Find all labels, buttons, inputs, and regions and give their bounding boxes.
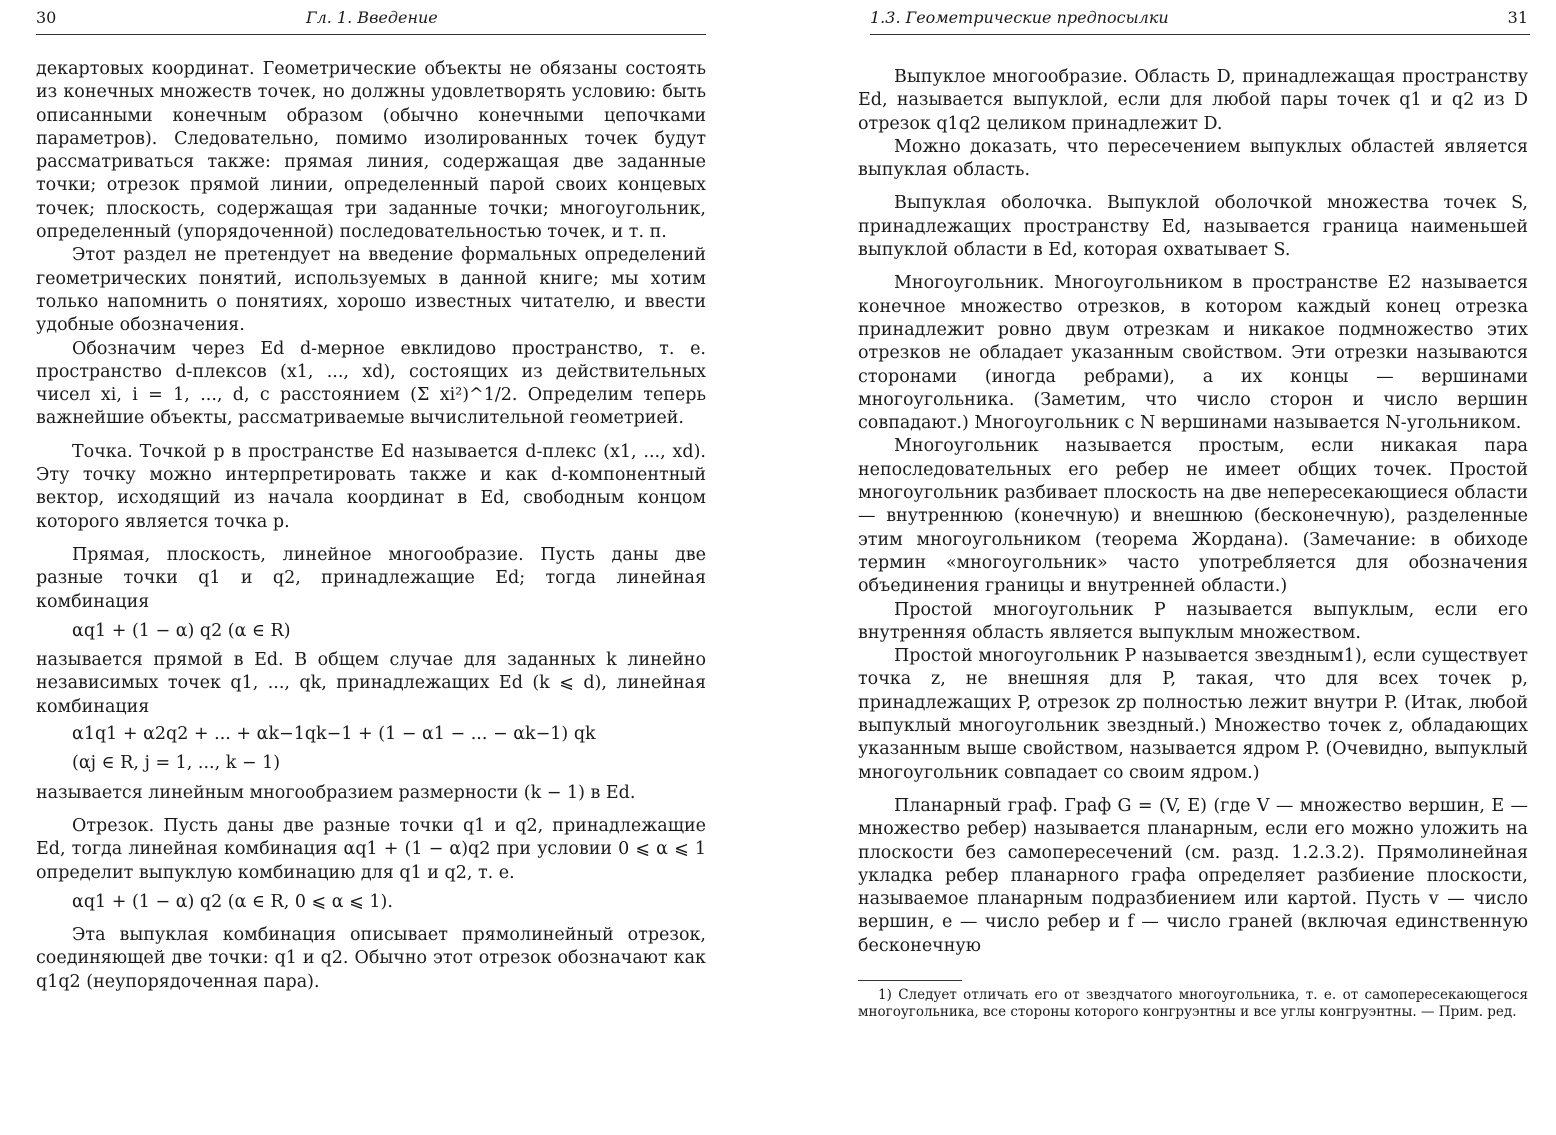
formula-line: αq1 + (1 − α) q2 (α ∈ R) [72,620,291,641]
paragraph-pryamaya: Прямая, плоскость, линейное многообразие. Пусть даны две разные точки q1 и q2, принадлежащие Ed; тогда линейная комбинация [36,544,706,612]
page-number: 31 [1507,8,1528,27]
header-rule [36,34,706,35]
paragraph-tochka: Точка. Точкой p в пространстве Ed называется d-плекс (x1, ..., xd). Эту точку можно интерпретировать также и как d-компонентный вектор, исходящий из начала координат в Ed, свободным концом которого является точка p. [36,441,706,532]
paragraph: Простой многоугольник P называется звездным1), если существует точка z, не внешняя для P, такая, что для всех точек p, принадлежащих P, отрезок zp полностью лежит внутри P. (Итак, любой выпуклый многоугольник звездный.) Множество точек z, обладающих указанным выше свойством, называется ядром P. (Очевидно, выпуклый многоугольник совпадает со своим ядром.) [858,646,1528,783]
paragraph-mnogougolnik: Многоугольник. Многоугольником в пространстве E2 называется конечное множество отрезков, в котором каждый конец отрезка принадлежит ровно двум отрезкам и никакое подмножество этих отрезков не обладает указанным свойством. Эти отрезки называются сторонами (иногда ребрами), а их концы — вершинами многоугольника. (Заметим, что число сторон и число вершин совпадают.) Многоугольник с N вершинами называется N-угольником. [858,273,1528,434]
left-header [36,8,706,30]
paragraph: Эта выпуклая комбинация описывает прямолинейный отрезок, соединяющей две точки: q1 и q2. Обычно этот отрезок обозначают как q1q2 (неупорядоченная пара). [36,925,706,992]
paragraph: Обозначим через Ed d-мерное евклидово пространство, т. е. пространство d-плексов (x1, ..., xd), состоящих из действительных чисел xi, i = 1, ..., d, с расстоянием (Σ xi²)^1/2. Определим теперь важнейшие объекты, рассматриваемые вычислительной геометрией. [36,338,706,429]
paragraph: Этот раздел не претендует на введение формальных определений геометрических понятий, используемых в данной книге; мы хотим только напомнить о понятиях, хорошо известных читателю, и ввести удобные обозначения. [36,245,706,336]
formula-combination: α1q1 + α2q2 + ... + αk−1qk−1 + (1 − α1 − ... − αk−1) qk [72,724,596,745]
right-header [858,8,1528,30]
left-body [36,58,706,994]
header-rule [870,34,1530,35]
running-title: 1.3. Геометрические предпосылки [870,8,1169,27]
paragraph: называется прямой в Ed. В общем случае для заданных k линейно независимых точек q1, ..., qk, принадлежащих Ed (k ⩽ d), линейная комбинация [36,650,706,717]
paragraph-planarny: Планарный граф. Граф G = (V, E) (где V — множество вершин, E — множество ребер) называется планарным, если его можно уложить на плоскости без самопересечений (см. разд. 1.2.3.2). Прямолинейная укладка ребер планарного графа определяет разбиение плоскости, называемое планарным подразбиением или картой. Пусть v — число вершин, e — число ребер и f — число граней (включая единственную бесконечную [858,795,1528,956]
paragraph-obolochka: Выпуклая оболочка. Выпуклой оболочкой множества точек S, принадлежащих пространству Ed, называется граница наименьшей выпуклой области в Ed, которая охватывает S. [858,193,1528,261]
paragraph: Многоугольник называется простым, если никакая пара непоследовательных его ребер не имеет общих точек. Простой многоугольник разбивает плоскость на две непересекающиеся области — внутреннюю (конечную) и внешнюю (бесконечную), разделенные этим многоугольником (теорема Жордана). (Замечание: в обиходе термин «многоугольник» часто употребляется для обозначения объединения границы и внутренней области.) [858,436,1528,597]
paragraph-vypukloe: Выпуклое многообразие. Область D, принадлежащая пространству Ed, называется выпуклой, если для любой пары точек q1 и q2 из D отрезок q1q2 целиком принадлежит D. [858,67,1528,134]
right-body [858,66,1528,1021]
paragraph: называется линейным многообразием размерности (k − 1) в Ed. [36,782,636,803]
paragraph-otrezok: Отрезок. Пусть даны две разные точки q1 и q2, принадлежащие Ed, тогда линейная комбинация αq1 + (1 − α)q2 при условии 0 ⩽ α ⩽ 1 определит выпуклую комбинацию для q1 и q2, т. е. [36,815,706,883]
formula-convex: αq1 + (1 − α) q2 (α ∈ R, 0 ⩽ α ⩽ 1). [72,891,393,912]
paragraph: декартовых координат. Геометрические объекты не обязаны состоять из конечных множеств точек, но должны удовлетворять условию: быть описанными конечным образом (обычно конечными цепочками параметров). Следовательно, помимо изолированных точек будут рассматриваться также: прямая линия, содержащая две заданные точки; отрезок прямой линии, определенный парой своих концевых точек; плоскость, содержащая три заданные точки; многоугольник, определенный (упорядоченной) последовательностью точек, и т. п. [36,59,706,243]
formula-condition: (αj ∈ R, j = 1, ..., k − 1) [72,753,281,774]
footnote: 1) Следует отличать его от звездчатого многоугольника, т. е. от самопересекающегося многоугольника, все стороны которого конгруэнтны и все углы конгруэнтны. — Прим. ред. [858,986,1528,1020]
running-title: Гл. 1. Введение [306,8,438,27]
page-number: 30 [36,8,57,27]
paragraph: Можно доказать, что пересечением выпуклых областей является выпуклая область. [858,136,1528,181]
footnote-rule [858,980,962,981]
paragraph: Простой многоугольник P называется выпуклым, если его внутренняя область является выпуклым множеством. [858,599,1528,643]
